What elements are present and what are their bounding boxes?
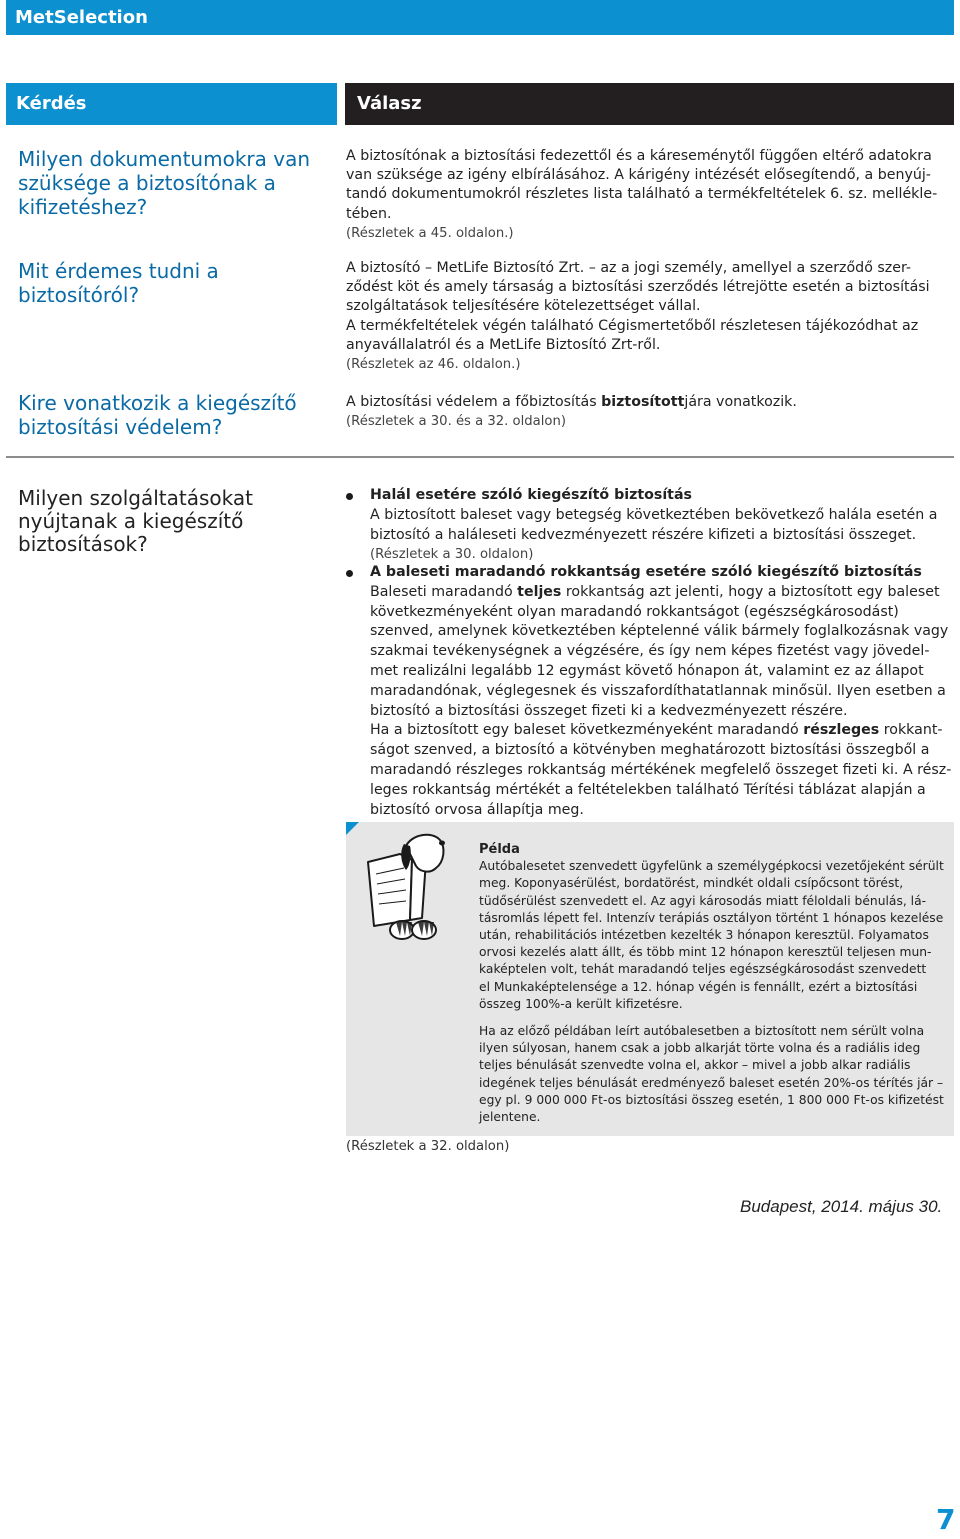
- snoopy-reading-illustration: [360, 832, 470, 942]
- answer-coverage: [346, 393, 797, 431]
- question-line: Mit érdemes tudni a: [18, 259, 219, 283]
- bullet-line: szakmai tevékenységnek a végzésére, és így nem képes fizetést vagy jövedel-: [370, 643, 930, 660]
- bullet-icon: [346, 570, 353, 577]
- answer-header-label: Válasz: [357, 93, 422, 114]
- bullet-line: A biztosított baleset vagy betegség következtében bekövetkező halála esetén a: [370, 506, 938, 523]
- example-line: idegének teljes bénulását eredményező baleset esetén 20%-os térítés jár –: [479, 1075, 944, 1090]
- example-title: Példa: [479, 842, 520, 857]
- answer-documents: [346, 147, 937, 243]
- section-divider: [6, 456, 954, 458]
- example-line: Ha az előző példában leírt autóbalesetben a biztosított nem sérült volna: [479, 1024, 925, 1039]
- example-line: el Munkaképtelensége a 12. hónap végén is fennállt, ezért a biztosítási: [479, 979, 918, 994]
- question-line: kifizetéshez?: [18, 195, 148, 219]
- bullet-line: ságot szenved, a biztosító a kötvényben meghatározott biztosítási összegből a: [370, 742, 930, 759]
- bullet-title: A baleseti maradandó rokkantság esetére szóló kiegészítő biztosítás: [370, 564, 922, 580]
- answer-line: A biztosítási védelem a főbiztosítás biztosítottjára vonatkozik.: [346, 394, 797, 410]
- bullet-line: Ha a biztosított egy baleset következményeként maradandó részleges rokkant-: [370, 722, 943, 739]
- page-number: 7: [936, 1503, 956, 1536]
- bullet-line: biztosító a biztosítási összeget fizeti ki a kedvezményezett részére.: [370, 702, 848, 719]
- bullet-icon: [346, 493, 353, 500]
- answer-line: A biztosítónak a biztosítási fedezettől és a káreseménytől függően eltérő adatokra: [346, 148, 932, 164]
- answer-reference: (Részletek a 45. oldalon.): [346, 225, 514, 241]
- question-header-label: Kérdés: [16, 93, 87, 114]
- answer-line: anyavállalatról és a MetLife Biztosító Zrt-ről.: [346, 336, 661, 353]
- question-coverage: [18, 391, 297, 439]
- example-line: teljes bénulását szenvedte volna el, akkor – mivel a jobb alkar radiális: [479, 1058, 911, 1073]
- answer-line: A termékfeltételek végén található Cégismertetőből részletesen tájékozódhat az: [346, 317, 919, 334]
- answer-column-header: [345, 83, 954, 125]
- answer-line: tében.: [346, 205, 392, 222]
- example-line: után, rehabilitációs intézetben kezelték 3 hónapon keresztül. Folyamatos: [479, 928, 929, 943]
- bullet-reference: (Részletek a 30. oldalon): [370, 547, 534, 563]
- answer-line: A biztosító – MetLife Biztosító Zrt. – az a jogi személy, amellyel a szerződő szer-: [346, 260, 911, 276]
- bullet-disability: [370, 563, 951, 820]
- header-title: MetSelection: [15, 7, 148, 28]
- bullet-line: leges rokkantság mértékét a feltételekben található Térítési táblázat alapján a: [370, 781, 926, 798]
- question-services: [18, 487, 253, 556]
- question-line: Milyen szolgáltatásokat: [18, 486, 253, 510]
- bullet-line: biztosító orvosa állapítja meg.: [370, 801, 584, 818]
- example-line: tásromlás lépett fel. Intenzív terápiás osztályon történt 1 hónapos kezelése: [479, 910, 944, 925]
- answer-reference: (Részletek az 46. oldalon.): [346, 357, 521, 373]
- bullet-line: következményeként olyan maradandó rokkantságot (egészségkárosodást): [370, 603, 899, 620]
- answer-insurer: [346, 259, 930, 374]
- question-line: Milyen dokumentumokra van: [18, 147, 311, 171]
- example-line: kaképtelen volt, tehát maradandó teljes egészségkárosodást szenvedett: [479, 962, 927, 977]
- question-documents: [18, 147, 310, 219]
- example-line: tüdősérülést szenvedett el. Az agyi károsodás miatt féloldali bénulás, lá-: [479, 893, 927, 908]
- question-line: Kire vonatkozik a kiegészítő: [18, 391, 297, 415]
- corner-marker: [346, 822, 359, 835]
- example-line: ilyen súlyosan, hanem csak a jobb alkarját törte volna és a radiális ideg: [479, 1041, 921, 1056]
- bullet-line: met realizálni legalább 12 egymást követő hónapon át, valamint ez az állapot: [370, 662, 924, 679]
- answer-line: tandó dokumentumokról részletes lista található a termékfeltételek 6. sz. mellékle-: [346, 186, 938, 203]
- example-line: Autóbalesetet szenvedett ügyfelünk a személygépkocsi vezetőjeként sérült: [479, 859, 944, 874]
- bullet-line: maradandó részleges rokkantság mértékének megfelelő összeget fizeti ki. A rész-: [370, 761, 952, 778]
- question-insurer: [18, 259, 219, 307]
- example-text: [479, 841, 944, 1126]
- answer-line: ződést köt és amely társaság a biztosítási szerződés létrejötte esetén a biztosítási: [346, 279, 930, 296]
- bullet-line: biztosító a haláleseti kedvezményezett részére kifizeti a biztosítási összeget.: [370, 526, 917, 543]
- example-reference: (Részletek a 32. oldalon): [346, 1139, 510, 1154]
- bullet-line: szenved, amelynek következtében képtelenné válik bármely foglalkozásnak vagy: [370, 623, 949, 640]
- example-line: összeg 100%-a került kifizetésre.: [479, 996, 683, 1011]
- question-line: biztosítási védelem?: [18, 415, 223, 439]
- header-bar: [6, 0, 954, 35]
- question-line: szüksége a biztosítónak a: [18, 171, 276, 195]
- bullet-death-benefit: [370, 486, 937, 565]
- example-line: egy pl. 9 000 000 Ft-os biztosítási összeg esetén, 1 800 000 Ft-os kifizetést: [479, 1092, 944, 1107]
- footer-date: Budapest, 2014. május 30.: [740, 1197, 943, 1216]
- answer-line: van szüksége az igény elbírálásához. A kárigény intézését elősegítendő, a benyúj-: [346, 167, 931, 184]
- question-column-header: [6, 83, 337, 125]
- bullet-line: maradandónak, véglegesnek és visszafordíthatatlannak minősül. Ilyen esetben a: [370, 682, 946, 699]
- question-line: biztosítóról?: [18, 283, 140, 307]
- bullet-title: Halál esetére szóló kiegészítő biztosítás: [370, 487, 692, 503]
- answer-line: szolgáltatások teljesítésére kötelezettséget vállal.: [346, 298, 701, 315]
- example-line: jelentene.: [479, 1110, 541, 1125]
- example-line: orvosi kezelés alatt állt, és több mint 12 hónapon keresztül teljesen mun-: [479, 945, 932, 960]
- question-line: biztosítások?: [18, 532, 148, 556]
- bullet-line: Baleseti maradandó teljes rokkantság azt jelenti, hogy a biztosított egy baleset: [370, 583, 940, 600]
- answer-reference: (Részletek a 30. és a 32. oldalon): [346, 414, 566, 430]
- question-line: nyújtanak a kiegészítő: [18, 509, 244, 533]
- example-line: meg. Koponyasérülést, bordatörést, mindkét oldali csípőcsont törést,: [479, 876, 904, 891]
